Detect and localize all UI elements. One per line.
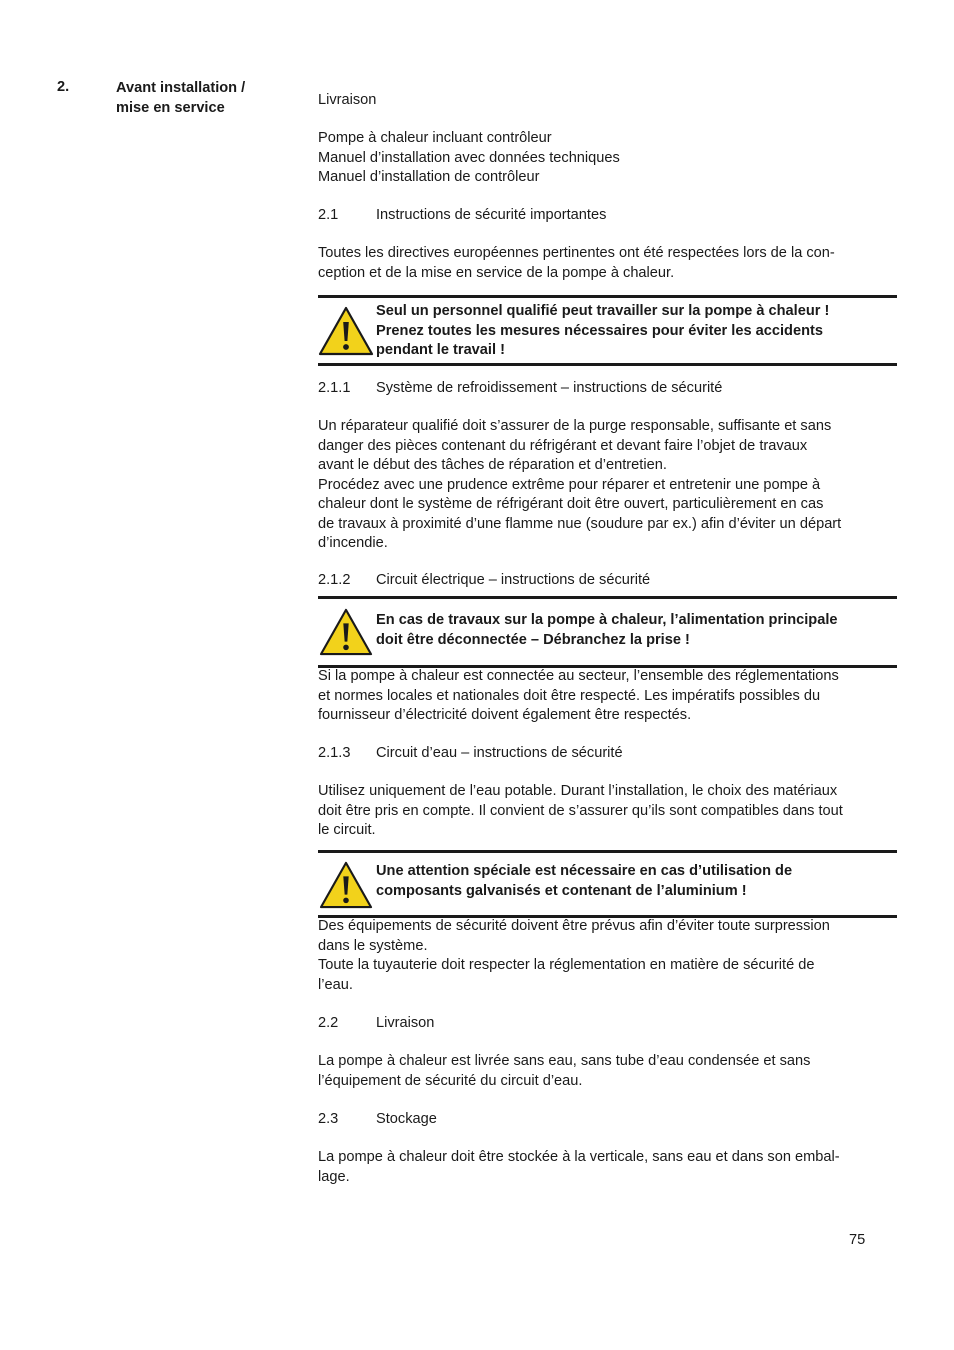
paragraph-line: Si la pompe à chaleur est connectée au secteur, l’ensemble des réglementations	[318, 668, 839, 684]
section-heading-2-2	[318, 1014, 434, 1034]
section-heading-2-1-3	[318, 744, 623, 764]
paragraph-line: de travaux à proximité d’une flamme nue (soudure par ex.) afin d’éviter un départ	[318, 515, 842, 532]
paragraph-line: l’équipement de sécurité du circuit d’eau.	[318, 1072, 583, 1089]
section-heading-2-1	[318, 206, 606, 226]
paragraph-line: d’incendie.	[318, 535, 388, 551]
warning-text	[376, 862, 792, 901]
paragraph-line: doit être pris en compte. Il convient de s’assurer qu’ils sont compatibles dans tout	[318, 802, 843, 819]
paragraph-line: avant le début des tâches de réparation et d’entretien.	[318, 457, 667, 473]
paragraph-line: ception et de la mise en service de la pompe à chaleur.	[318, 264, 675, 281]
section-title: Stockage	[376, 1111, 437, 1127]
section-title: Système de refroidissement – instructions de sécurité	[376, 380, 723, 396]
section-title: Circuit électrique – instructions de sécurité	[376, 572, 651, 588]
paragraph-line: fournisseur d’électricité doivent également être respectés.	[318, 707, 692, 723]
paragraph-line: Toute la tuyauterie doit respecter la réglementation en matière de sécurité de	[318, 957, 815, 973]
warning-text	[376, 302, 829, 361]
chapter-number: 2.	[57, 79, 70, 95]
paragraph-line: dans le système.	[318, 937, 428, 954]
section-number: 2.1.3	[318, 745, 351, 761]
warning-line: pendant le travail !	[376, 342, 505, 358]
paragraph-line: La pompe à chaleur est livrée sans eau, sans tube d’eau condensée et sans	[318, 1053, 811, 1069]
section-heading-2-1-1	[318, 379, 722, 399]
section-heading-2-1-2	[318, 571, 650, 591]
warning-box-galvanized	[318, 850, 897, 918]
page-number: 75	[849, 1232, 866, 1248]
section-number: 2.1.2	[318, 572, 351, 588]
paragraph-2-1-2	[318, 667, 898, 726]
warning-line: Une attention spéciale est nécessaire en cas d’utilisation de	[376, 863, 793, 879]
paragraph-2-2	[318, 1052, 898, 1091]
warning-line: composants galvanisés et contenant de l’aluminium !	[376, 882, 747, 899]
paragraph-line: Un réparateur qualifié doit s’assurer de la purge responsable, suffisante et sans	[318, 418, 832, 434]
paragraph-line: chaleur dont le système de réfrigérant doit être ouvert, particulièrement en cas	[318, 496, 824, 512]
warning-triangle-icon	[318, 305, 374, 357]
paragraph-2-1-3-safety	[318, 917, 898, 995]
paragraph-line: lage.	[318, 1168, 350, 1185]
paragraph-line: La pompe à chaleur doit être stockée à la verticale, sans eau et dans son embal-	[318, 1149, 840, 1165]
paragraph-line: et normes locales et nationales doit être respecté. Les impératifs possibles du	[318, 687, 821, 704]
section-number: 2.1	[318, 207, 339, 223]
intro-line: Manuel d’installation de contrôleur	[318, 169, 540, 185]
section-title: Circuit d’eau – instructions de sécurité	[376, 745, 623, 761]
section-number: 2.1.1	[318, 380, 351, 396]
paragraph-line: le circuit.	[318, 822, 376, 838]
warning-triangle-icon	[318, 607, 374, 657]
paragraph-line: Procédez avec une prudence extrême pour réparer et entretenir une pompe à	[318, 476, 821, 493]
paragraph-line: Utilisez uniquement de l’eau potable. Durant l’installation, le choix des matériaux	[318, 783, 838, 799]
warning-box-qualified-personnel	[318, 295, 897, 366]
warning-line: Seul un personnel qualifié peut travailler sur la pompe à chaleur !	[376, 303, 830, 319]
paragraph-2-3	[318, 1148, 898, 1187]
warning-text	[376, 611, 837, 650]
warning-line: En cas de travaux sur la pompe à chaleur, l’alimentation principale	[376, 612, 838, 628]
warning-line: doit être déconnectée – Débranchez la prise !	[376, 631, 690, 648]
section-number: 2.2	[318, 1015, 339, 1031]
paragraph-line: Toutes les directives européennes pertinentes ont été respectées lors de la con-	[318, 245, 835, 261]
section-number: 2.3	[318, 1111, 339, 1127]
chapter-title: Avant installation / mise en service	[116, 80, 246, 116]
section-heading-2-3	[318, 1110, 437, 1130]
paragraph-line: l’eau.	[318, 976, 353, 993]
paragraph-line: Des équipements de sécurité doivent être prévus afin d’éviter toute surpression	[318, 918, 830, 934]
intro-heading: Livraison	[318, 92, 377, 108]
section-title: Instructions de sécurité importantes	[376, 207, 607, 223]
warning-box-power-disconnect	[318, 596, 897, 668]
warning-triangle-icon	[318, 860, 374, 910]
intro-list	[318, 129, 898, 188]
paragraph-2-1	[318, 244, 898, 283]
intro-line: Pompe à chaleur incluant contrôleur	[318, 130, 552, 146]
paragraph-2-1-1	[318, 417, 898, 554]
warning-line: Prenez toutes les mesures nécessaires pour éviter les accidents	[376, 322, 823, 339]
intro-line: Manuel d’installation avec données techniques	[318, 149, 620, 166]
paragraph-line: danger des pièces contenant du réfrigérant et devant faire l’objet de travaux	[318, 437, 808, 454]
section-title: Livraison	[376, 1015, 435, 1031]
paragraph-2-1-3	[318, 782, 898, 841]
